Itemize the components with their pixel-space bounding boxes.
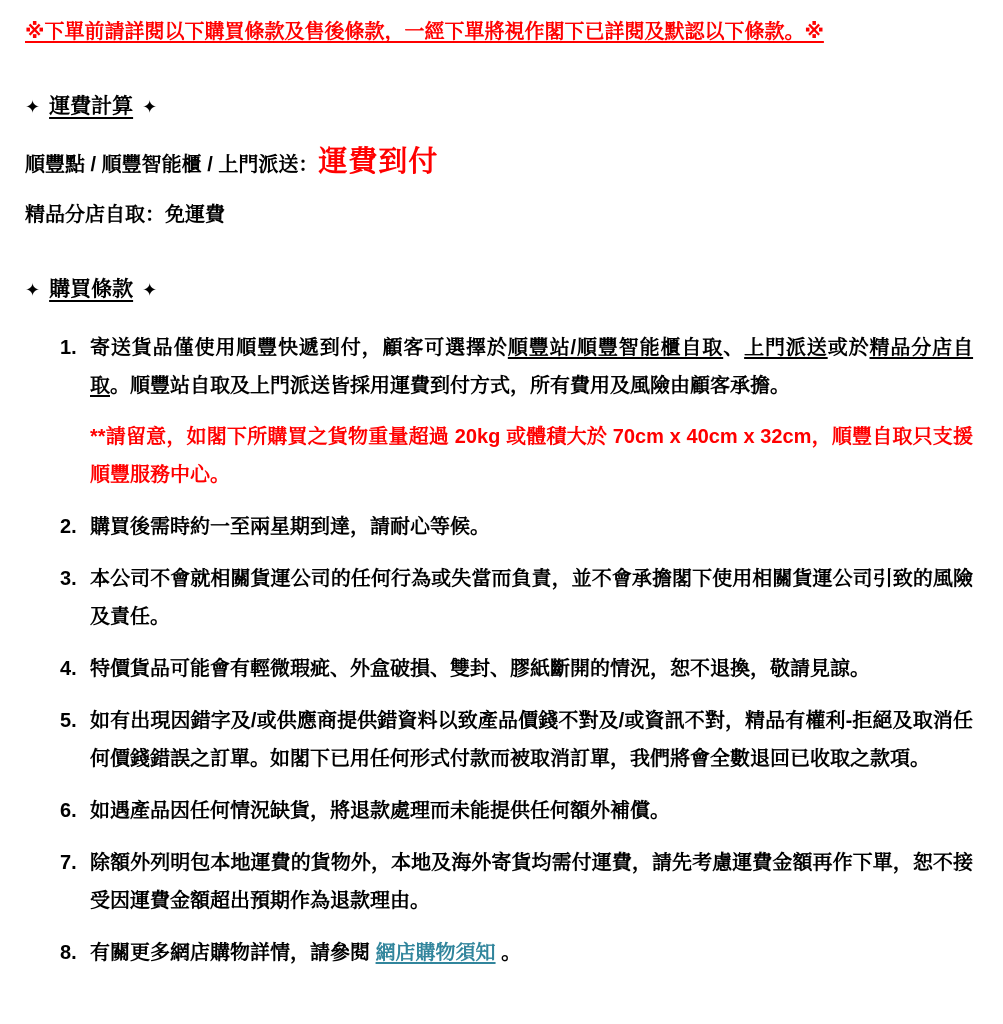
terms-list bbox=[60, 329, 973, 972]
term-body bbox=[90, 702, 973, 778]
term-text-segment: 有關更多網店購物詳情，請參閱 bbox=[90, 942, 376, 964]
term-item bbox=[60, 508, 973, 546]
term-item bbox=[60, 844, 973, 920]
star-icon: ✦ bbox=[142, 280, 158, 300]
shipping-methods-label: 順豐點 / 順豐智能櫃 / 上門派送： bbox=[25, 154, 319, 176]
store-pickup-line: 精品分店自取：免運費 bbox=[25, 204, 225, 226]
store-pickup-underlined: 精品分店自取 bbox=[90, 337, 974, 397]
term-text-segment: 寄送貨品僅使用順豐快遞到付，顧客可選擇於 bbox=[90, 337, 508, 359]
term-body bbox=[90, 844, 973, 920]
shipping-methods-line bbox=[25, 144, 973, 183]
term-number: 4. bbox=[60, 658, 77, 680]
home-delivery-underlined: 上門派送 bbox=[744, 337, 828, 359]
star-icon: ✦ bbox=[25, 97, 41, 117]
term-item bbox=[60, 329, 973, 494]
term-number: 8. bbox=[60, 942, 77, 964]
term-number: 3. bbox=[60, 568, 77, 590]
weight-limit-warning: **請留意，如閣下所購買之貨物重量超過 20kg 或體積大於 70cm x 40cm x 32cm，順豐自取只支援順豐服務中心。 bbox=[90, 426, 973, 486]
purchase-terms-heading bbox=[25, 273, 973, 303]
term-text: 如有出現因錯字及/或供應商提供錯資料以致產品價錢不對及/或資訊不對，精品有權利-拒絕及取消任何價錢錯誤之訂單。如閣下已用任何形式付款而被取消訂單，我們將會全數退回已收取之款項。 bbox=[90, 710, 973, 770]
term-text: 購買後需時約一至兩星期到達，請耐心等候。 bbox=[90, 516, 490, 538]
star-icon: ✦ bbox=[142, 97, 158, 117]
pre-order-notice-text: ※下單前請詳閱以下購買條款及售後條款，一經下單將視作閣下已詳閱及默認以下條款。※ bbox=[25, 21, 824, 43]
term-body bbox=[90, 329, 973, 494]
term-body bbox=[90, 650, 973, 688]
term-number: 7. bbox=[60, 852, 77, 874]
term-text-segment: 或於 bbox=[827, 337, 870, 359]
term-body bbox=[90, 934, 973, 972]
freight-collect-value: 運費到付 bbox=[318, 146, 439, 178]
term-text-segment: 、 bbox=[723, 337, 745, 359]
shipping-heading-text: 運費計算 bbox=[49, 95, 134, 118]
term-number: 6. bbox=[60, 800, 77, 822]
term-number: 1. bbox=[60, 337, 77, 359]
term-text: 除額外列明包本地運費的貨物外，本地及海外寄貨均需付運費，請先考慮運費金額再作下單，恕不接受因運費金額超出預期作為退款理由。 bbox=[90, 852, 973, 912]
term-number: 5. bbox=[60, 710, 77, 732]
term-body bbox=[90, 508, 973, 546]
pre-order-notice bbox=[25, 18, 973, 46]
term-text: 如遇產品因任何情況缺貨，將退款處理而未能提供任何額外補償。 bbox=[90, 800, 670, 822]
term-text bbox=[90, 329, 973, 405]
shipping-section-heading bbox=[25, 90, 973, 120]
online-shopping-guide-link[interactable]: 網店購物須知 bbox=[375, 942, 496, 964]
term-text-segment: 。順豐站自取及上門派送皆採用運費到付方式，所有費用及風險由顧客承擔。 bbox=[110, 375, 790, 397]
term-number: 2. bbox=[60, 516, 77, 538]
term-item bbox=[60, 702, 973, 778]
term-body bbox=[90, 792, 973, 830]
term-text: 特價貨品可能會有輕微瑕疵、外盒破損、雙封、膠紙斷開的情況，恕不退換，敬請見諒。 bbox=[90, 658, 870, 680]
star-icon: ✦ bbox=[25, 280, 41, 300]
term-text: 本公司不會就相關貨運公司的任何行為或失當而負責，並不會承擔閣下使用相關貨運公司引致的風險及責任。 bbox=[90, 568, 973, 628]
term-body bbox=[90, 560, 973, 636]
sf-station-pickup-underlined: 順豐站/順豐智能櫃自取 bbox=[507, 337, 724, 359]
term-item bbox=[60, 560, 973, 636]
term-text bbox=[90, 934, 973, 972]
term-item bbox=[60, 650, 973, 688]
purchase-terms-heading-text: 購買條款 bbox=[49, 278, 134, 301]
term-item bbox=[60, 792, 973, 830]
term-item bbox=[60, 934, 973, 972]
term-text-segment: 。 bbox=[495, 942, 522, 964]
